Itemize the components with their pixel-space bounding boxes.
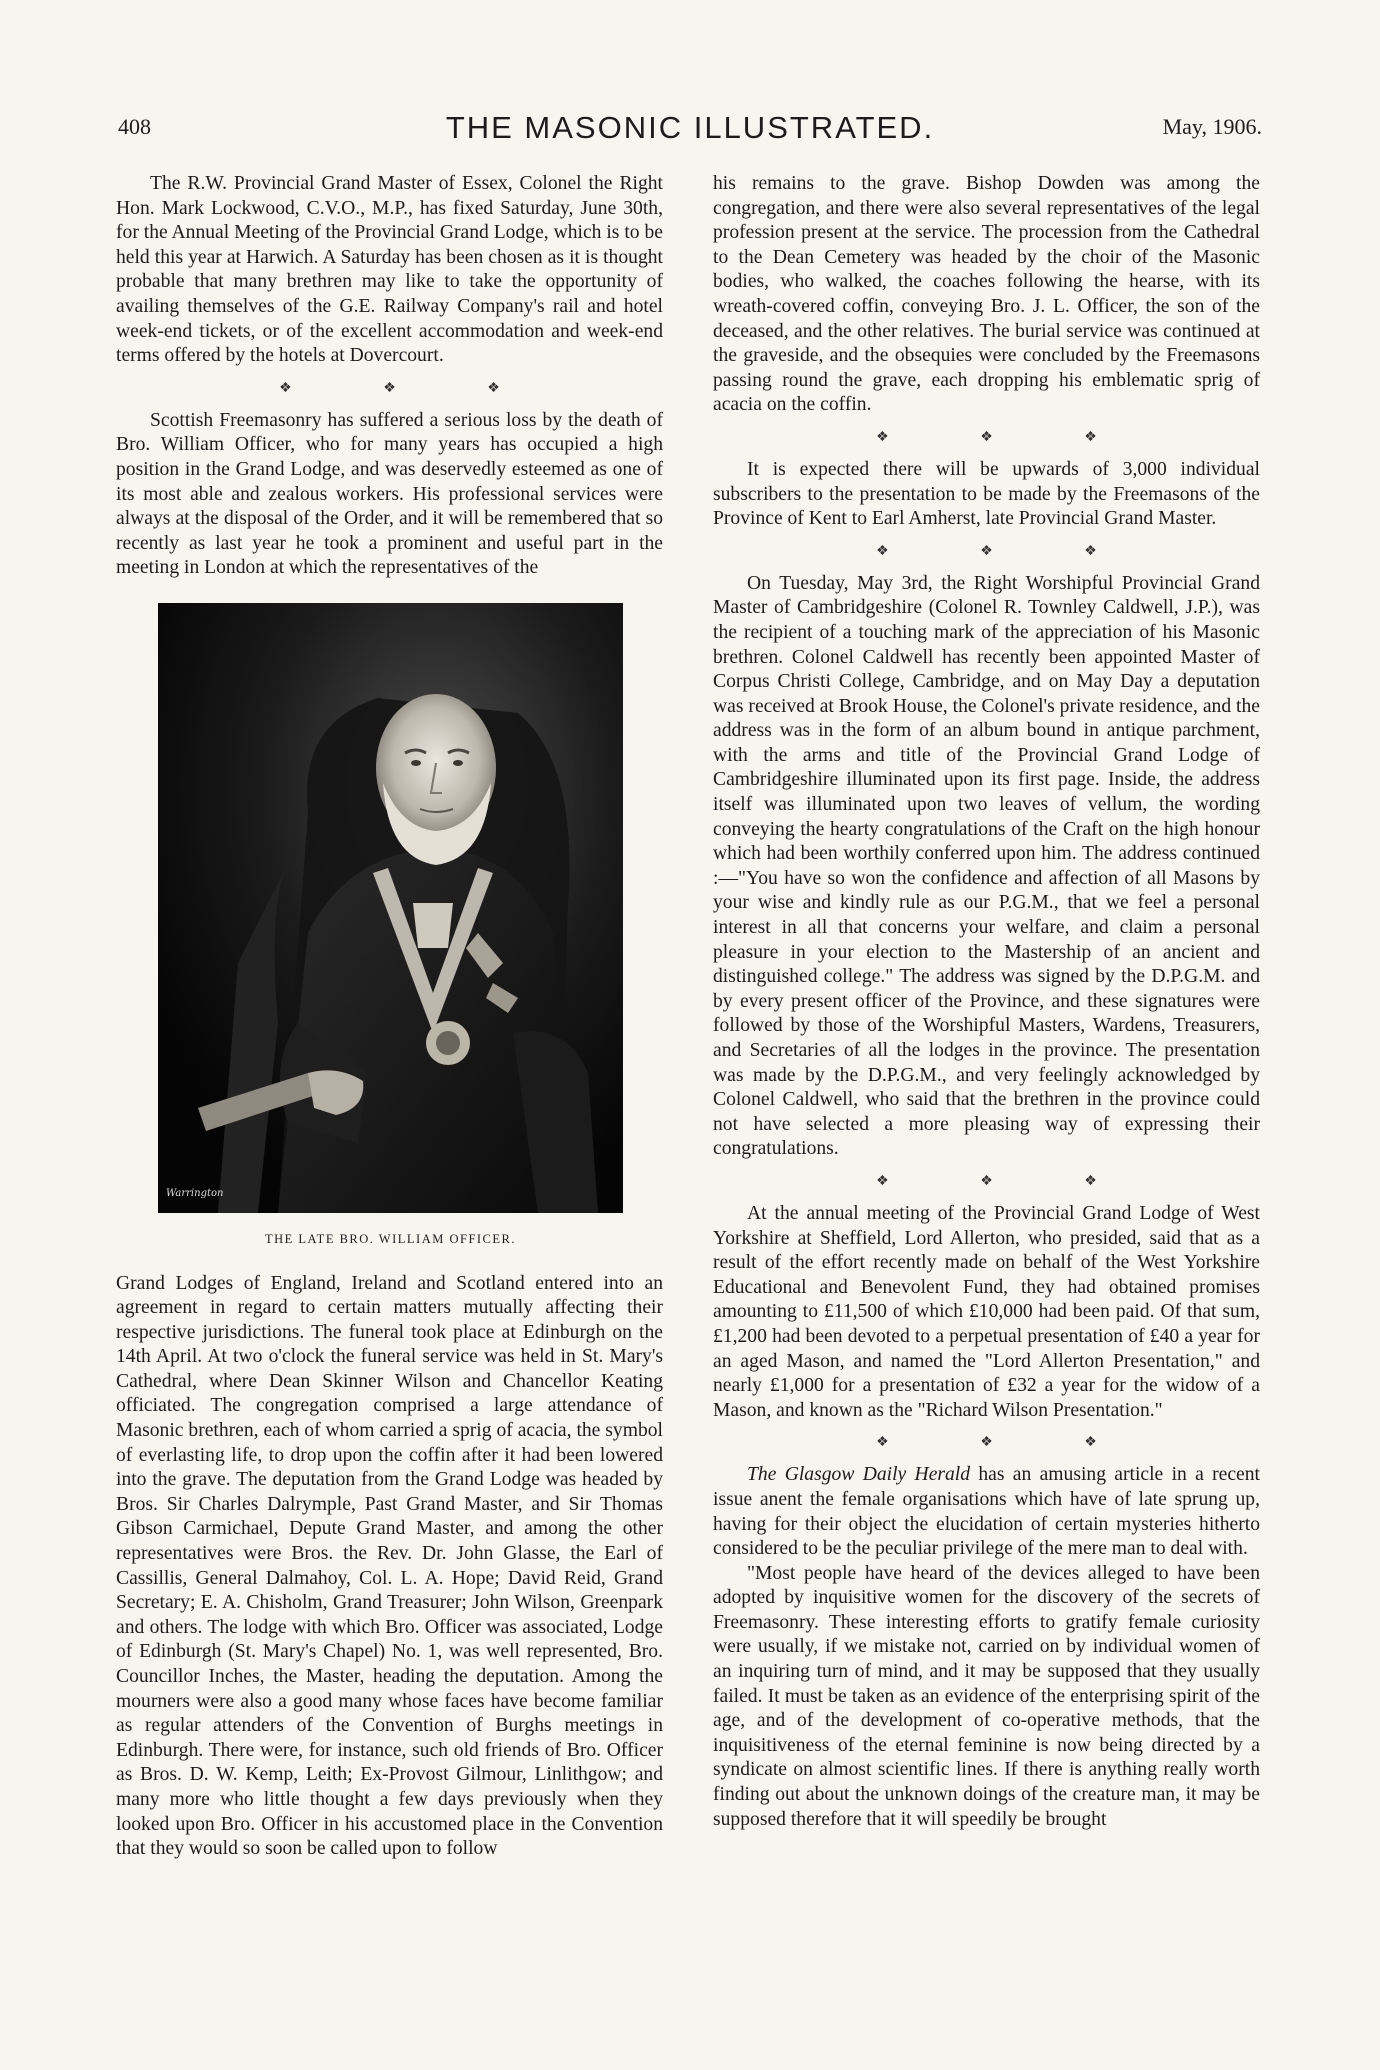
ornament-separator: ❖ ❖ ❖ (876, 1173, 1141, 1189)
portrait-photo (158, 603, 623, 1213)
portrait-caption: THE LATE BRO. WILLIAM OFFICER. (264, 1231, 516, 1246)
portrait-illustration (158, 603, 623, 1213)
ornament-separator: ❖ ❖ ❖ (876, 543, 1141, 559)
ornament-separator: ❖ ❖ ❖ (279, 380, 544, 396)
page-number: 408 (118, 114, 151, 139)
photographer-signature: Warrington (166, 1188, 224, 1200)
ornament-separator: ❖ ❖ ❖ (876, 1435, 1141, 1451)
newspaper-title: The Glasgow Daily Herald (747, 1464, 971, 1486)
portrait-figure (158, 603, 623, 1252)
glasgow-herald-paragraph (713, 1463, 1260, 1561)
glasgow-herald-text: has an amusing article in a recent issue anent the female organisations which have of late sprung up, having for their object the elucidation of certain mysteries hitherto considered to be the peculiar privilege of the mere man to deal with. (713, 1464, 1260, 1560)
page-header (118, 110, 1262, 150)
quoted-article-paragraph: "Most people have heard of the devices alleged to have been adopted by inquisitive women for the discovery of the secrets of Freemasonry. These interesting efforts to gratify female curiosity were usually, if we mistake not, carried on by individual women of an inquiring turn of mind, and it may be supposed that they usually failed. It must be taken as an evidence of the enterprising spirit of the age, and of the development of co-operative methods, that the inquisitiveness of the eternal feminine is now being directed by a syndicate on almost scientific lines. If there is anything really worth finding out about the unknown doings of the creature man, it may be supposed therefore that it will speedily be brought (713, 1562, 1260, 1830)
essex-paragraph: The R.W. Provincial Grand Master of Essex, Colonel the Right Hon. Mark Lockwood, C.V.O., M.P., has fixed Saturday, June 30th, for the Annual Meeting of the Provincial Grand Lodge, which is to be held this year at Harwich. A Saturday has been chosen as it is thought probable that many brethren may like to take the opportunity of availing themselves of the G.E. Railway Company's rail and hotel week-end tickets, or of the excellent accommodation and week-end terms offered by the hotels at Dovercourt. (116, 173, 663, 367)
officer-death-paragraph: Scottish Freemasonry has suffered a serious loss by the death of Bro. William Officer, who for many years has occupied a high position in the Grand Lodge, and was deservedly esteemed as one of its most able and zealous workers. His professional services were always at the disposal of the Order, and it will be remembered that so recently as last year he took a prominent and useful part in the meeting in London at which the representatives of the (116, 409, 663, 579)
magazine-title: THE MASONIC ILLUSTRATED. (445, 110, 935, 145)
kent-paragraph: It is expected there will be upwards of 3,000 individual subscribers to the presentation to be made by the Freemasons of the Province of Kent to Earl Amherst, late Provincial Grand Master. (713, 458, 1260, 530)
right-column (713, 172, 1260, 1832)
funeral-paragraph: Grand Lodges of England, Ireland and Scotland entered into an agreement in regard to certain matters mutually affecting their respective jurisdictions. The funeral took place at Edinburgh on the 14th April. At two o'clock the funeral service was held in St. Mary's Cathedral, where Dean Skinner Wilson and Chancellor Keating officiated. The congregation comprised a large attendance of Masonic brethren, each of whom carried a sprig of acacia, the symbol of everlasting life, to drop upon the coffin after it had been lowered into the grave. The deputation from the Grand Lodge was headed by Bros. Sir Charles Dalrymple, Past Grand Master, and Sir Thomas Gibson Carmichael, Depute Grand Master, and among the other representatives were Bros. the Rev. Dr. John Glasse, the Earl of Cassillis, General Dalmahoy, Col. L. A. Hope; David Reid, Grand Secretary; E. A. Chisholm, Grand Treasurer; John Wilson, Greenpark and others. The lodge with which Bro. Officer was associated, Lodge of Edinburgh (St. Mary's Chapel) No. 1, was well represented, Bro. Councillor Inches, the Master, heading the deputation. Among the mourners were also a good many whose faces have become familiar as regular attenders of the Convention of Burghs meetings in Edinburgh. There were, for instance, such old friends of Bro. Officer as Bros. D. W. Kemp, Leith; Ex-Provost Gilmour, Linlithgow; and many more who little thought a few days previously when they looked upon Bro. Officer in his accustomed place in the Convention that they would so soon be called upon to follow (116, 1272, 663, 1860)
cambridgeshire-paragraph: On Tuesday, May 3rd, the Right Worshipful Provincial Grand Master of Cambridgeshire (Colonel R. Townley Caldwell, J.P.), was the recipient of a touching mark of the appreciation of his Masonic brethren. Colonel Caldwell has recently been appointed Master of Corpus Christi College, Cambridge, and on May Day a deputation was received at Brook House, the Colonel's private residence, and the address was in the form of an album bound in antique parchment, with the arms and title of the Provincial Grand Lodge of Cambridgeshire illuminated upon its first page. Inside, the address itself was illuminated upon two leaves of vellum, the wording conveying the hearty congratulations of the Craft on the high honour which had been worthily conferred upon him. The address continued :—"You have so won the confidence and affection of all Masons by your wise and kindly rule as our P.G.M., that we feel a personal interest in all that concerns your welfare, and claim a personal pleasure in your election to the Mastership of an ancient and distinguished college." The address was signed by the D.P.G.M. and by every present officer of the Province, and these signatures were followed by those of the Worshipful Masters, Wardens, Treasurers, and Secretaries of all the lodges in the province. The presentation was made by the D.P.G.M., and very feelingly acknowledged by Colonel Caldwell, who said that the brethren in the province could not have selected a more pleasing way of expressing their congratulations. (713, 572, 1260, 1160)
issue-date: May, 1906. (1162, 114, 1262, 139)
west-yorkshire-paragraph: At the annual meeting of the Provincial Grand Lodge of West Yorkshire at Sheffield, Lord Allerton, who presided, said that as a result of the effort recently made on behalf of the West Yorkshire Educational and Benevolent Fund, they had obtained promises amounting to £11,500 of which £10,000 had been paid. Of that sum, £1,200 had been devoted to a perpetual presentation of £40 a year for an aged Mason, and named the "Lord Allerton Presentation," and nearly £1,000 for a presentation of £32 a year for the widow of a Mason, and known as the "Richard Wilson Presentation." (713, 1202, 1260, 1421)
left-column (116, 172, 663, 1862)
ornament-separator: ❖ ❖ ❖ (876, 429, 1141, 445)
burial-paragraph: his remains to the grave. Bishop Dowden was among the congregation, and there were also several representatives of the legal profession present at the service. The procession from the Cathedral to the Dean Cemetery was headed by the choir of the Masonic bodies, who walked, the coaches following the hearse, with its wreath-covered coffin, conveying Bro. J. L. Officer, the son of the deceased, and the other relatives. The burial service was continued at the graveside, and the obsequies were concluded by the Freemasons passing round the grave, each dropping his emblematic sprig of acacia on the coffin. (713, 173, 1260, 416)
